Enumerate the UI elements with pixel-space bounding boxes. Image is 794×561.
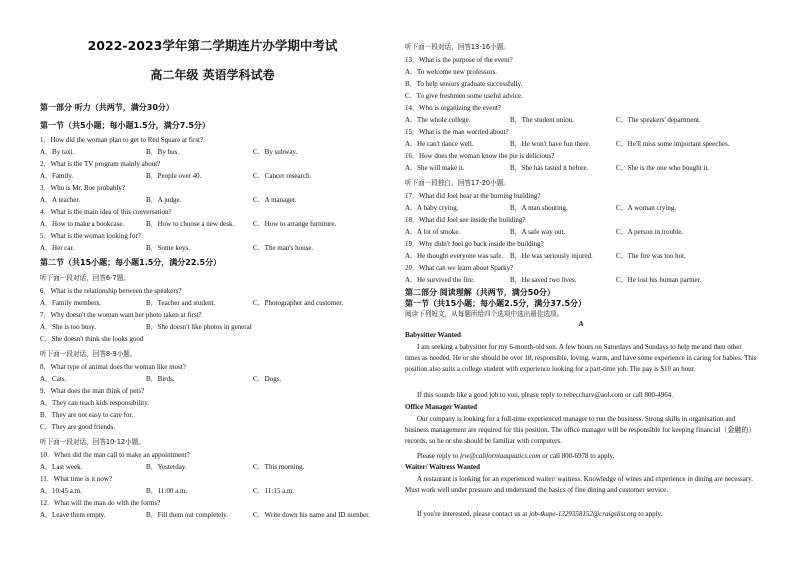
question-14: 14．Who is organizing the event? [405,104,501,112]
option-11a: A．10:45 a.m. [40,487,82,495]
monologue-17-20: 听下面一段独白，回答17-20小题。 [405,179,510,187]
question-8: 8．What type of animal does the woman like most? [40,363,186,371]
option-19c: C．The fire was too hot. [616,252,686,260]
option-13b: B．To help seniors graduate successfully. [405,80,523,88]
option-2c: C．Cancer research. [253,172,312,180]
question-4: 4．What is the main idea of this conversation? [40,208,172,216]
question-15: 15．What is the man worried about? [405,128,509,136]
ad3-title: Waiter/ Waitress Wanted [405,463,481,471]
question-6: 6．What is the relationship between the speakers? [40,287,182,295]
option-1b: B．By bus. [146,148,180,156]
option-6a: A．Family members. [40,299,102,307]
question-13: 13．What is the purpose of the event? [405,56,513,64]
option-12b: B．Fill them out completely. [146,511,228,519]
ad1-body: I am seeking a babysitter for my 6-month-old son. A few hours on Saturdays and Sundays to help me and then other times as needed. He or she should be over 18, responsible, loving, warm, and have some experience in caring for babies. This position also suits a college student with experience looking for a part-time job. The pay is $10 an hour. [405,343,757,373]
option-2b: B．People over 40. [146,172,202,180]
ad3-contact-post: to apply. [638,510,663,518]
option-9a: A．They can teach kids responsibility. [40,399,149,407]
option-10c: C．This morning. [253,463,305,471]
ad2-body: Our company is looking for a full-time experienced manager to run the business. Strong skills in organisation and business management are required for this position. The office manager will be responsible for keeping financial（金融的）records, so he or she should be familiar with computers. [405,415,756,445]
option-6b: B．Teacher and student. [146,299,216,307]
question-9: 9．What does the man think of pets? [40,387,145,395]
option-12a: A．Leave them empty. [40,511,106,519]
ad2-email-link[interactable]: jrw@californiaaquatics.com [459,452,541,460]
option-9b: B．They are not easy to care for. [40,411,134,419]
option-8c: C．Dogs. [253,375,282,383]
option-17a: A．A baby crying. [405,204,459,212]
question-17: 17．What did Joel hear at the burning building? [405,192,541,200]
ad3-body: A restaurant is looking for an experienced waiter/ waitress. Knowledge of wines and experience in dining are necessary. Must work well under pressure and understand the basics of fine dining and customer service. [405,475,754,494]
question-11: 11．What time is it now? [40,475,113,483]
option-15a: A．He can't dance well. [405,140,474,148]
question-16: 16．How does the woman know the pie is delicious? [405,152,555,160]
part2-heading: 第二部分 阅读理解（共两节，满分50分） [405,288,555,297]
question-7: 7．Why doesn't the woman want her photo taken at first? [40,311,202,319]
ad3-contact-pre: If you're interested, please contact us at [417,510,528,518]
ad1-contact: If this sounds like a good job to you, please reply to rebeccharv@aol.com or call 800-4964. [417,391,674,399]
question-20: 20．What can we learn about Sparky? [405,264,514,272]
ad1-title: Babysitter Wanted [405,331,461,339]
option-3a: A．A teacher. [40,196,81,204]
option-15c: C．He'll miss some important speeches. [616,140,730,148]
option-14b: B．The student union. [510,116,574,124]
option-13c: C．To give freshmen some useful advice. [405,92,523,100]
dialogue-13-16: 听下面一段对话，回答13-16小题。 [405,43,510,51]
option-6c: C．Photographer and customer. [253,299,344,307]
option-5a: A．Her car. [40,244,75,252]
passage-label: A [578,320,584,328]
option-1c: C．By subway. [253,148,298,156]
question-2: 2．What is the TV program mainly about? [40,160,161,168]
section2-heading: 第二节（共15小题；每小题1.5分，满分22.5分） [40,258,222,267]
ad2-contact-post: or call 800-6978 to apply. [542,452,615,460]
exam-subtitle: 高二年级 英语学科试卷 [150,68,275,82]
ad2-title: Office Manager Wanted [405,403,478,411]
question-1: 1．How did the woman plan to get to Red Square at first? [40,136,204,144]
option-1a: A．By taxi. [40,148,75,156]
option-9c: C．They are good friends. [40,423,116,431]
option-17c: C．A woman crying. [616,204,677,212]
question-5: 5．What is the woman looking for? [40,232,141,240]
option-12c: C．Write down his name and ID number. [253,511,370,519]
option-13a: A．To welcome new professors. [405,68,498,76]
part1-heading: 第一部分 听力（共两节，满分30分） [40,103,174,112]
option-7b: B．She doesn't like photos in general [146,323,252,331]
ad3-contact [417,510,662,519]
option-4c: C．How to arrange furniture. [253,220,337,228]
dialogue-10-12: 听下面一段对话，回答10-12小题。 [40,438,145,446]
question-12: 12．What will the man do with the forms? [40,499,161,507]
option-2a: A．Family. [40,172,74,180]
option-8a: A．Cats. [40,375,67,383]
option-18c: C．A person in trouble. [616,228,684,236]
option-7c: C．She doesn't think she looks good [40,335,144,343]
option-16a: A．She will make it. [405,164,465,172]
option-4b: B．How to choose a new desk. [146,220,235,228]
option-5b: B．Some keys. [146,244,190,252]
question-10: 10．When did the man call to make an appointment? [40,451,190,459]
option-14c: C．The speakers' department. [616,116,701,124]
ad2-contact-pre: Please reply to [417,452,459,460]
option-20c: C．He lost his human partner. [616,276,702,284]
option-8b: B．Birds. [146,375,175,383]
option-11c: C．11:15 a.m. [253,487,295,495]
option-16c: C．She is the one who bought it. [616,164,710,172]
reading-section1-heading: 第一节（共15小题；每小题2.5分，满分37.5分） [405,299,587,308]
reading-instruction: 阅读下列短文，从每题所给四个选项中选出最佳选项。 [405,310,564,318]
option-20a: A．He survived the fire. [405,276,475,284]
option-18a: A．A lot of smoke. [405,228,461,236]
option-3b: B．A judge. [146,196,182,204]
option-19a: A．He thought everyone was safe. [405,252,504,260]
dialogue-6-7: 听下面一段对话，回答6-7题。 [40,274,130,282]
question-18: 18．What did Joel see inside the building? [405,216,526,224]
question-19: 19．Why didn't Joel go back inside the building? [405,240,544,248]
option-3c: C．A manager. [253,196,297,204]
exam-title: 2022-2023学年第二学期连片办学期中考试 [87,38,338,53]
option-20b: B．He saved two lives. [510,276,577,284]
option-18b: B．A safe way out. [510,228,566,236]
option-4a: A．How to make a bookcase. [40,220,125,228]
option-15b: B．He won't have fun there. [510,140,591,148]
question-3: 3．Who is Mr. Roe probably? [40,184,125,192]
option-10b: B．Yesterday. [146,463,187,471]
option-14a: A．The whole college. [405,116,471,124]
option-16b: B．She has tasted it before. [510,164,589,172]
section1-heading: 第一节（共5小题；每小题1.5分，满分7.5分） [40,121,210,130]
option-7a: A．She is too busy. [40,323,96,331]
option-11b: B．11:00 a.m. [146,487,188,495]
dialogue-8-9: 听下面一段对话，回答8-9小题。 [40,350,137,358]
option-10a: A．Last week. [40,463,83,471]
option-17b: B．A man shouting. [510,204,568,212]
option-5c: C．The man's house. [253,244,314,252]
ad3-email-link[interactable]: job-tkupe-1329358152@craigslist.org [529,510,637,518]
option-19b: B．He was seriously injured. [510,252,593,260]
ad2-contact [417,452,614,461]
